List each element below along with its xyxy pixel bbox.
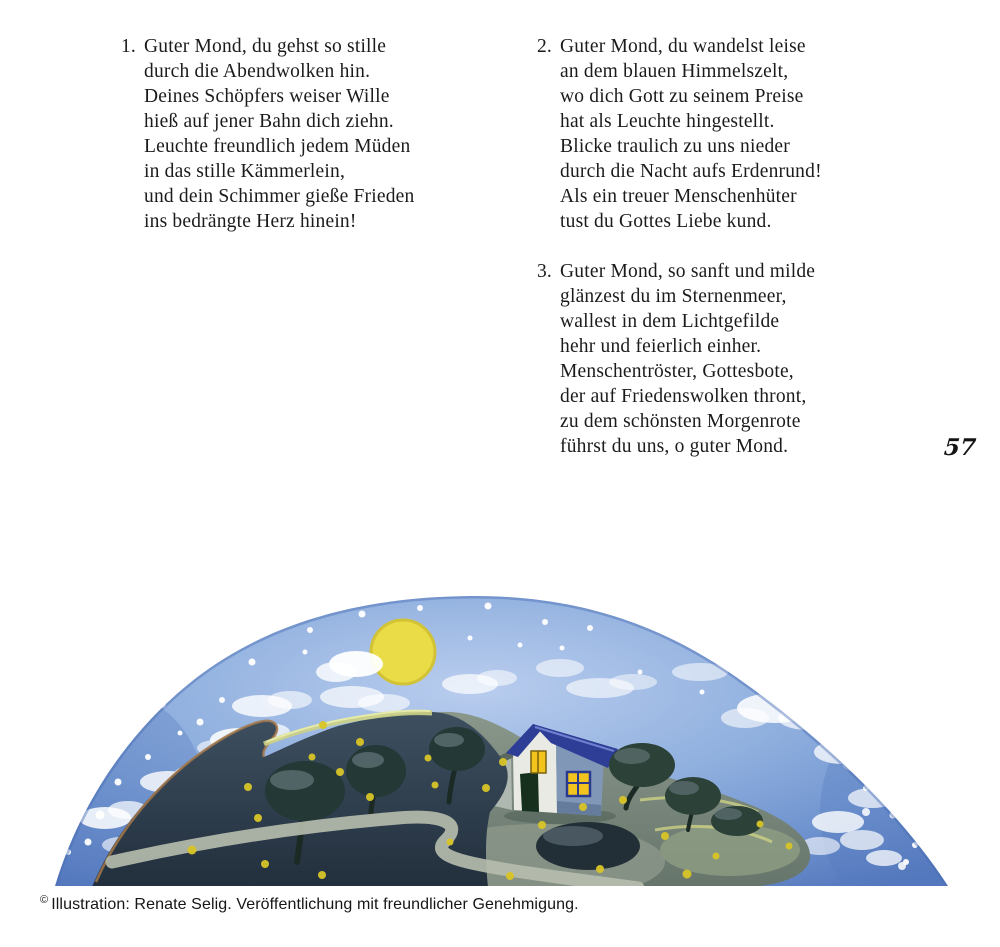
verse-line: hat als Leuchte hingestellt. <box>560 111 775 132</box>
verse-line: an dem blauen Himmelszelt, <box>560 61 789 82</box>
verse-line: glänzest du im Sternenmeer, <box>560 286 787 307</box>
credit-text: Illustration: Renate Selig. Veröffentlichung mit freundlicher Genehmigung. <box>51 896 579 913</box>
verse-line: Deines Schöpfers weiser Wille <box>144 86 390 107</box>
verse-number: 2. <box>536 36 552 57</box>
verse-line: Guter Mond, du wandelst leise <box>560 36 806 57</box>
verse-line: in das stille Kämmerlein, <box>144 161 346 182</box>
verse-line: Guter Mond, so sanft und milde <box>560 261 816 282</box>
credit-line <box>40 894 579 914</box>
verse-line: Guter Mond, du gehst so stille <box>144 36 387 57</box>
verse-line: hieß auf jener Bahn dich ziehn. <box>144 111 394 132</box>
verse-lines <box>560 34 822 234</box>
house-door <box>520 772 539 812</box>
verse-3 <box>526 259 815 459</box>
verse-line: zu dem schönsten Morgenrote <box>560 411 801 432</box>
verse-line: Leuchte freundlich jedem Müden <box>144 136 411 157</box>
verse-lines <box>560 259 815 459</box>
page-number: 57 <box>943 434 977 461</box>
verse-line: ins bedrängte Herz hinein! <box>144 211 357 232</box>
bush <box>536 822 640 870</box>
verse-2 <box>526 34 822 234</box>
verse-line: wo dich Gott zu seinem Preise <box>560 86 804 107</box>
verse-1 <box>110 34 414 234</box>
verse-line: und dein Schimmer gieße Frieden <box>144 186 415 207</box>
verse-line: führst du uns, o guter Mond. <box>560 436 789 457</box>
cloud <box>848 788 896 808</box>
verse-line: durch die Abendwolken hin. <box>144 61 371 82</box>
copyright-symbol: © <box>40 894 49 906</box>
verse-line: tust du Gottes Liebe kund. <box>560 211 772 232</box>
verse-lines <box>144 34 414 234</box>
verse-line: Blicke traulich zu uns nieder <box>560 136 790 157</box>
verse-line: wallest in dem Lichtgefilde <box>560 311 780 332</box>
verse-line: der auf Friedenswolken thront, <box>560 386 807 407</box>
cloud <box>672 663 728 681</box>
verse-line: hehr und feierlich einher. <box>560 336 762 357</box>
verse-line: durch die Nacht aufs Erdenrund! <box>560 161 822 182</box>
verse-line: Als ein treuer Menschenhüter <box>560 186 797 207</box>
verse-number: 3. <box>536 261 552 282</box>
verse-line: Menschentröster, Gottesbote, <box>560 361 794 382</box>
verse-number: 1. <box>120 36 136 57</box>
